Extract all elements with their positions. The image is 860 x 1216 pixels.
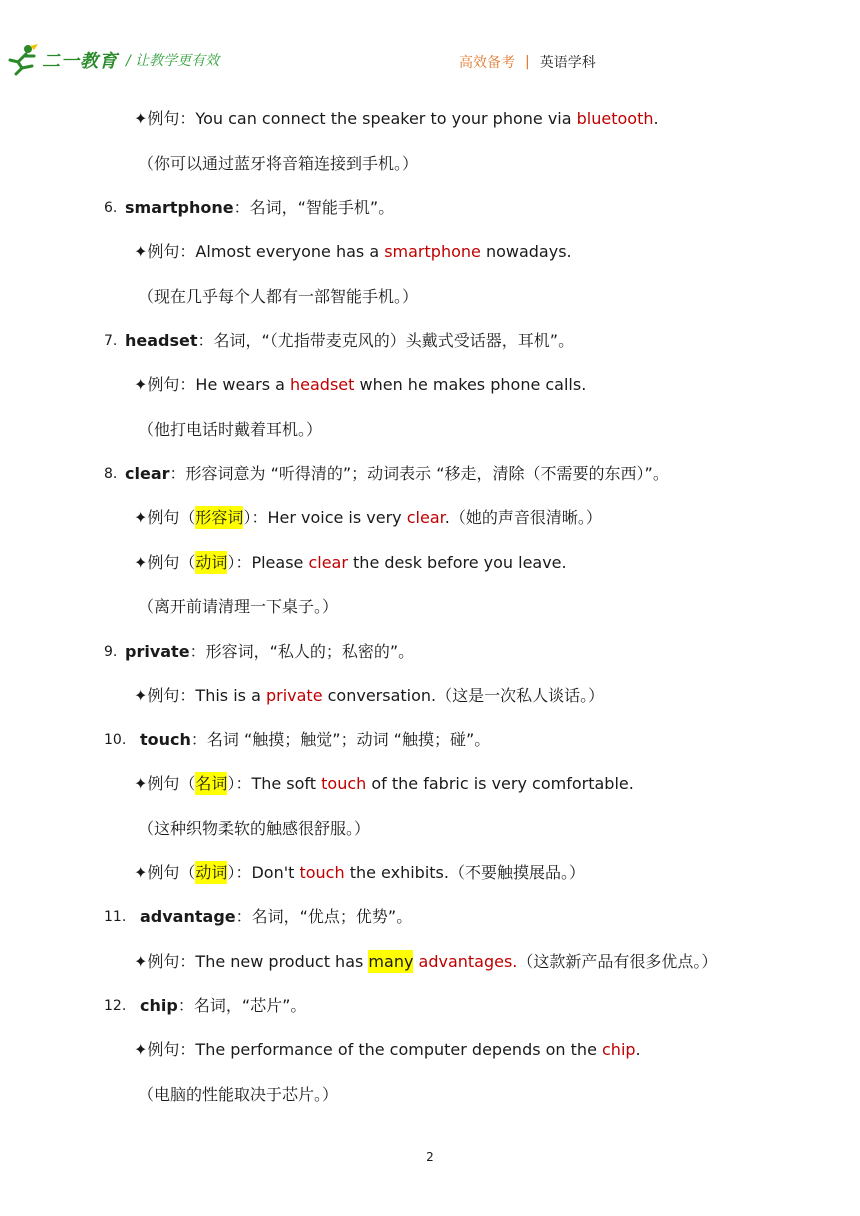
keyword: chip: [602, 1040, 636, 1059]
keyword: clear: [406, 508, 445, 527]
entry-number: 8.: [104, 466, 118, 482]
entry-number: 11.: [104, 909, 127, 925]
example-sentence: ✦例句（名词）：The soft touch of the fabric is very comfortable.: [134, 774, 634, 793]
entry-definition: headset：名词，“（尤指带麦克风的）头戴式受话器，耳机”。: [125, 331, 575, 350]
star-icon: ✦: [134, 1040, 148, 1059]
entry-definition: smartphone：名词，“智能手机”。: [125, 198, 395, 217]
translation: （这种织物柔软的触感很舒服。）: [138, 819, 371, 838]
star-icon: ✦: [134, 774, 148, 793]
translation: （他打电话时戴着耳机。）: [138, 420, 323, 439]
pos-tag: 动词: [195, 863, 228, 882]
star-icon: ✦: [134, 553, 148, 572]
example-sentence: ✦例句：This is a private conversation.（这是一次私人谈话。）: [134, 686, 605, 705]
star-icon: ✦: [134, 952, 148, 971]
keyword: smartphone: [384, 242, 481, 261]
vocab-word: advantage: [140, 907, 236, 926]
translation: （你可以通过蓝牙将音箱连接到手机。）: [138, 154, 419, 173]
translation: （现在几乎每个人都有一部智能手机。）: [138, 287, 419, 306]
logo-slogan: / 让教学更有效: [126, 53, 220, 69]
example-sentence: ✦例句（动词）：Please clear the desk before you leave.: [134, 553, 567, 572]
example-sentence: ✦例句：You can connect the speaker to your phone via bluetooth.: [134, 109, 659, 128]
vocab-word: headset: [125, 331, 198, 350]
pos-tag: 名词: [195, 774, 228, 793]
example-sentence: ✦例句：The new product has many advantages.（这款新产品有很多优点。）: [134, 952, 718, 971]
keyword: bluetooth: [576, 109, 654, 128]
translation: （电脑的性能取决于芯片。）: [138, 1085, 339, 1104]
logo: [4, 44, 219, 76]
star-icon: ✦: [134, 686, 148, 705]
example-sentence: ✦例句：He wears a headset when he makes phone calls.: [134, 375, 587, 394]
page-number: 2: [426, 1150, 434, 1164]
example-sentence: ✦例句（形容词）：Her voice is very clear.（她的声音很清晰。）: [134, 508, 602, 527]
star-icon: ✦: [134, 375, 148, 394]
vocab-word: private: [125, 642, 190, 661]
keyword: clear: [308, 553, 348, 572]
keyword: touch: [299, 863, 345, 882]
pos-tag: 动词: [195, 553, 228, 572]
highlighted-word: many: [368, 952, 414, 971]
entry-number: 9.: [104, 644, 118, 660]
vocab-word: chip: [140, 996, 178, 1015]
vocab-word: smartphone: [125, 198, 234, 217]
entry-number: 7.: [104, 333, 118, 349]
star-icon: ✦: [134, 109, 148, 128]
entry-number: 6.: [104, 200, 118, 216]
entry-number: 10.: [104, 732, 127, 748]
runner-logo-icon: [4, 44, 40, 76]
pos-tag: 形容词: [195, 508, 244, 527]
vocab-word: clear: [125, 464, 170, 483]
logo-name: 二一教育: [42, 51, 118, 72]
example-sentence: ✦例句：The performance of the computer depends on the chip.: [134, 1040, 641, 1059]
entry-definition: touch：名词 “触摸；触觉”；动词 “触摸；碰”。: [140, 730, 491, 749]
star-icon: ✦: [134, 242, 148, 261]
entry-definition: advantage：名词，“优点；优势”。: [140, 907, 413, 926]
star-icon: ✦: [134, 863, 148, 882]
keyword: advantages.: [418, 952, 518, 971]
entry-definition: private：形容词，“私人的；私密的”。: [125, 642, 415, 661]
page-header: [0, 40, 860, 84]
example-sentence: ✦例句（动词）：Don't touch the exhibits.（不要触摸展品。）: [134, 863, 585, 882]
example-sentence: ✦例句：Almost everyone has a smartphone nowadays.: [134, 242, 572, 261]
vocab-word: touch: [140, 730, 191, 749]
keyword: private: [265, 686, 323, 705]
star-icon: ✦: [134, 508, 148, 527]
translation: （离开前请清理一下桌子。）: [138, 597, 339, 616]
entry-definition: chip：名词，“芯片”。: [140, 996, 307, 1015]
header-right: [459, 52, 596, 72]
keyword: headset: [290, 375, 355, 394]
entry-definition: clear：形容词意为 “听得清的”；动词表示 “移走，清除（不需要的东西）”。: [125, 464, 669, 483]
header-subject: 英语学科: [539, 55, 596, 71]
keyword: touch: [321, 774, 367, 793]
header-label: 高效备考: [459, 55, 515, 71]
entry-number: 12.: [104, 998, 127, 1014]
header-separator: |: [525, 54, 530, 70]
